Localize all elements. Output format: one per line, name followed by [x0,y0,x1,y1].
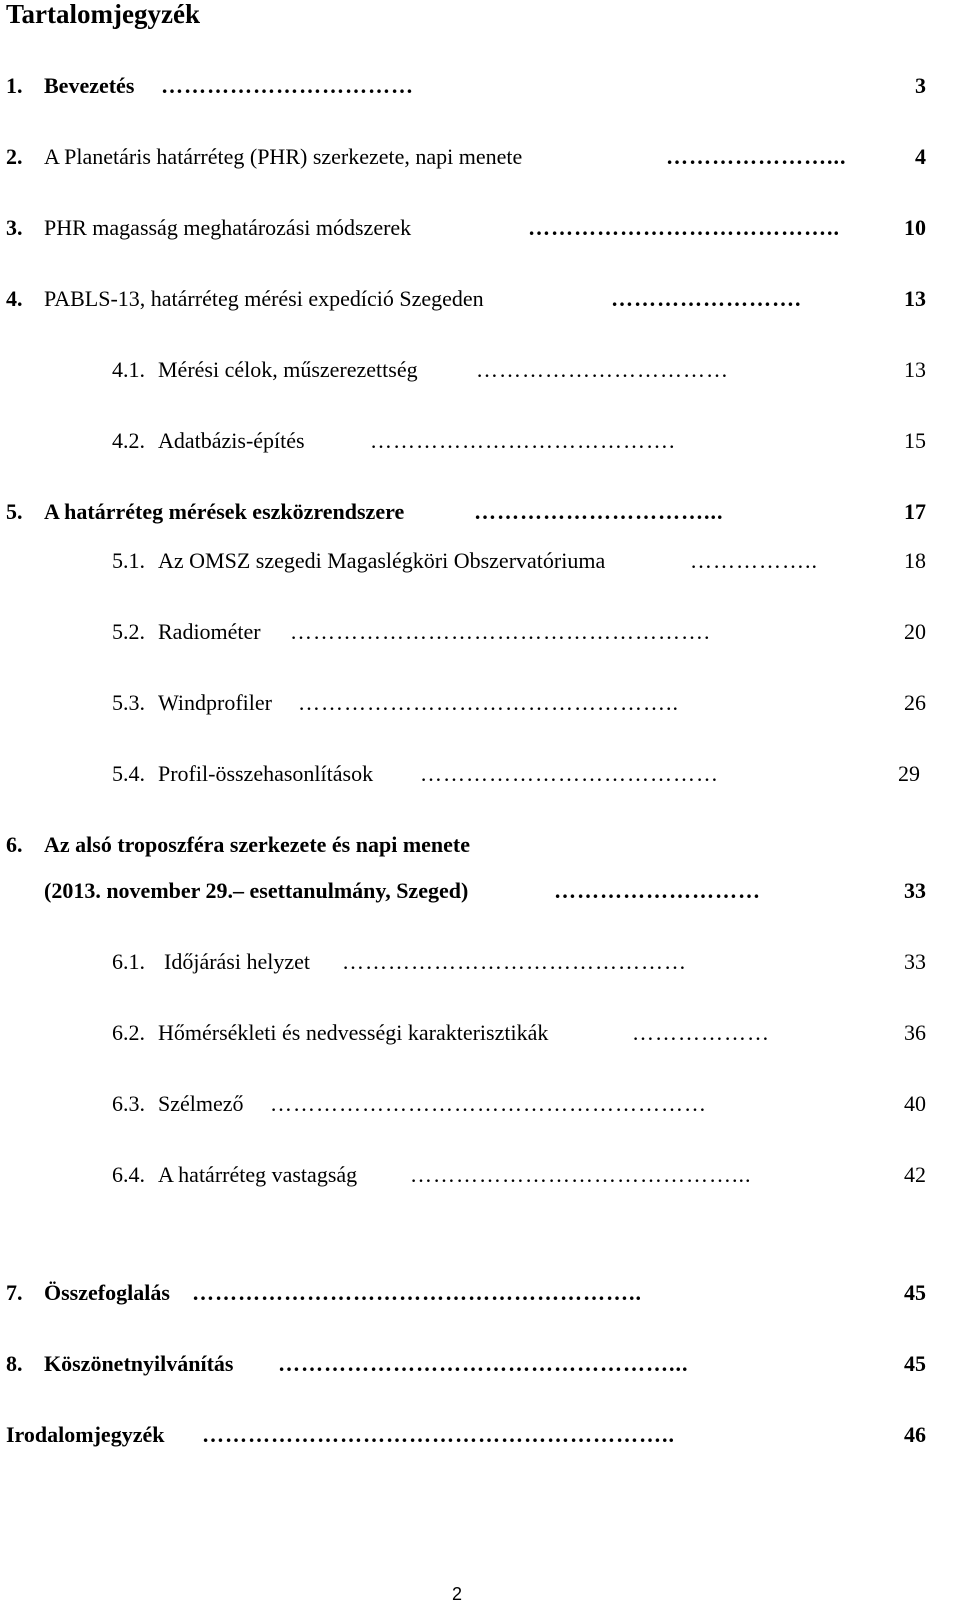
toc-entry-number: 3. [6,215,23,240]
toc-entry-page: 42 [904,1162,926,1187]
toc-entry-phr-magassag[interactable] [6,212,926,244]
toc-entry-number: 2. [6,144,23,169]
toc-entry-windprofiler[interactable] [112,687,926,719]
toc-entry-omsz-obszervatorium[interactable] [112,545,926,577]
toc-entry-bevezetes[interactable] [6,70,926,102]
toc-entry-number: 6.1. [112,949,145,974]
toc-entry-page: 20 [904,619,926,644]
toc-entry-title: Az OMSZ szegedi Magaslégköri Obszervatóriuma [158,548,606,573]
toc-entry-idojarasi-helyzet[interactable] [112,946,926,978]
toc-entry-title: Bevezetés [44,73,135,98]
toc-entry-title: Hőmérsékleti és nedvességi karakterisztikák [158,1020,549,1045]
toc-entry-leader: …………………………… [476,357,729,382]
toc-entry-page: 33 [904,878,926,903]
toc-entry-esettanulmany[interactable] [6,875,926,907]
toc-entry-number: 5.4. [112,761,145,786]
toc-entry-leader: ……………………… [554,878,761,903]
toc-entry-leader: ………………………………… [420,761,719,786]
toc-entry-leader: ………………………………………….. [298,690,679,715]
toc-entry-page: 36 [904,1020,926,1045]
toc-entry-leader: ……………………. [611,286,802,311]
toc-entry-number: 8. [6,1351,23,1376]
toc-entry-profil-osszehasonlitasok[interactable] [112,758,926,790]
toc-entry-title: Radiométer [158,619,261,644]
toc-entry-title: PABLS-13, határréteg mérési expedíció Szegeden [44,286,484,311]
toc-entry-page: 45 [904,1351,926,1376]
toc-entry-leader: …………………………………………………….. [202,1422,675,1447]
toc-entry-page: 13 [904,286,926,311]
toc-entry-homersekleti-karakterisztikak[interactable] [112,1017,926,1049]
toc-entry-number: 5.2. [112,619,145,644]
toc-entry-page: 33 [904,949,926,974]
toc-entry-leader: …………………………… [161,73,414,98]
toc-entry-page: 4 [915,144,926,169]
toc-entry-leader: …………………... [666,144,847,169]
toc-entry-hatarreteg-vastagsag[interactable] [112,1159,926,1191]
toc-entry-number: 6.3. [112,1091,145,1116]
toc-entry-title: Időjárási helyzet [164,949,310,974]
toc-entry-number: 5. [6,499,23,524]
toc-entry-osszefoglalas[interactable] [6,1277,926,1309]
toc-entry-leader: …………………………………. [370,428,676,453]
toc-entry-page: 45 [904,1280,926,1305]
toc-entry-title: Profil-összehasonlítások [158,761,374,786]
toc-entry-title: Windprofiler [158,690,272,715]
toc-entry-page: 40 [904,1091,926,1116]
toc-entry-phr-szerkezete[interactable] [6,141,926,173]
toc-entry-number: 4.1. [112,357,145,382]
toc-entry-leader: ……………………………………... [410,1162,752,1187]
toc-entry-leader: ………………………………………………… [270,1091,707,1116]
toc-entry-adatbazis-epites[interactable] [112,425,926,457]
toc-entry-number: 6.4. [112,1162,145,1187]
toc-entry-number: 5.1. [112,548,145,573]
toc-entry-page: 17 [904,499,926,524]
toc-entry-title: A Planetáris határréteg (PHR) szerkezete, napi menete [44,144,523,169]
toc-entry-title: Adatbázis-építés [158,428,305,453]
toc-entry-also-troposzfera[interactable] [6,829,926,861]
toc-entry-number: 1. [6,73,23,98]
toc-entry-page: 46 [904,1422,926,1447]
toc-entry-radiometer[interactable] [112,616,926,648]
toc-entry-leader: ………………………………………………….. [192,1280,642,1305]
toc-entry-leader: …………….. [690,548,818,573]
toc-entry-number: 4.2. [112,428,145,453]
toc-entry-leader: ………………………………………………. [290,619,711,644]
toc-entry-meresi-celok[interactable] [112,354,926,386]
toc-entry-koszonetnyilvanitas[interactable] [6,1348,926,1380]
toc-entry-hatarreteg-meresek[interactable] [6,496,926,528]
toc-title: Tartalomjegyzék [6,0,200,29]
toc-entry-leader: ……………… [632,1020,770,1045]
toc-entry-number: 7. [6,1280,23,1305]
toc-entry-page: 13 [904,357,926,382]
toc-entry-pabls-13[interactable] [6,283,926,315]
toc-entry-leader: ………………………………….. [528,215,840,240]
toc-entry-leader: ……………………………………………... [278,1351,689,1376]
toc-entry-title: Mérési célok, műszerezettség [158,357,418,382]
toc-entry-title: A határréteg mérések eszközrendszere [44,499,405,524]
toc-entry-title: Szélmező [158,1091,244,1116]
toc-entry-irodalomjegyzek[interactable] [6,1419,926,1451]
toc-entry-szelmezo[interactable] [112,1088,926,1120]
toc-entry-title: Összefoglalás [44,1280,170,1305]
toc-entry-page: 29 [898,761,920,786]
page-number: 2 [452,1584,463,1604]
toc-entry-page: 18 [904,548,926,573]
toc-entry-number: 6. [6,832,23,857]
toc-entry-number: 5.3. [112,690,145,715]
toc-entry-leader: ……………………………………… [342,949,687,974]
toc-entry-page: 10 [904,215,926,240]
toc-entry-leader: …………………………... [474,499,724,524]
toc-entry-page: 3 [915,73,926,98]
toc-entry-number: 6.2. [112,1020,145,1045]
toc-entry-title: PHR magasság meghatározási módszerek [44,215,412,240]
toc-entry-title: Irodalomjegyzék [6,1422,165,1447]
toc-entry-page: 26 [904,690,926,715]
toc-entry-page: 15 [904,428,926,453]
toc-entry-title: Az alsó troposzféra szerkezete és napi menete [44,832,471,857]
toc-entry-title: A határréteg vastagság [158,1162,358,1187]
toc-entry-title: Köszönetnyilvánítás [44,1351,234,1376]
toc-entry-number: 4. [6,286,23,311]
toc-entry-title: (2013. november 29.– esettanulmány, Szeged) [44,878,469,903]
